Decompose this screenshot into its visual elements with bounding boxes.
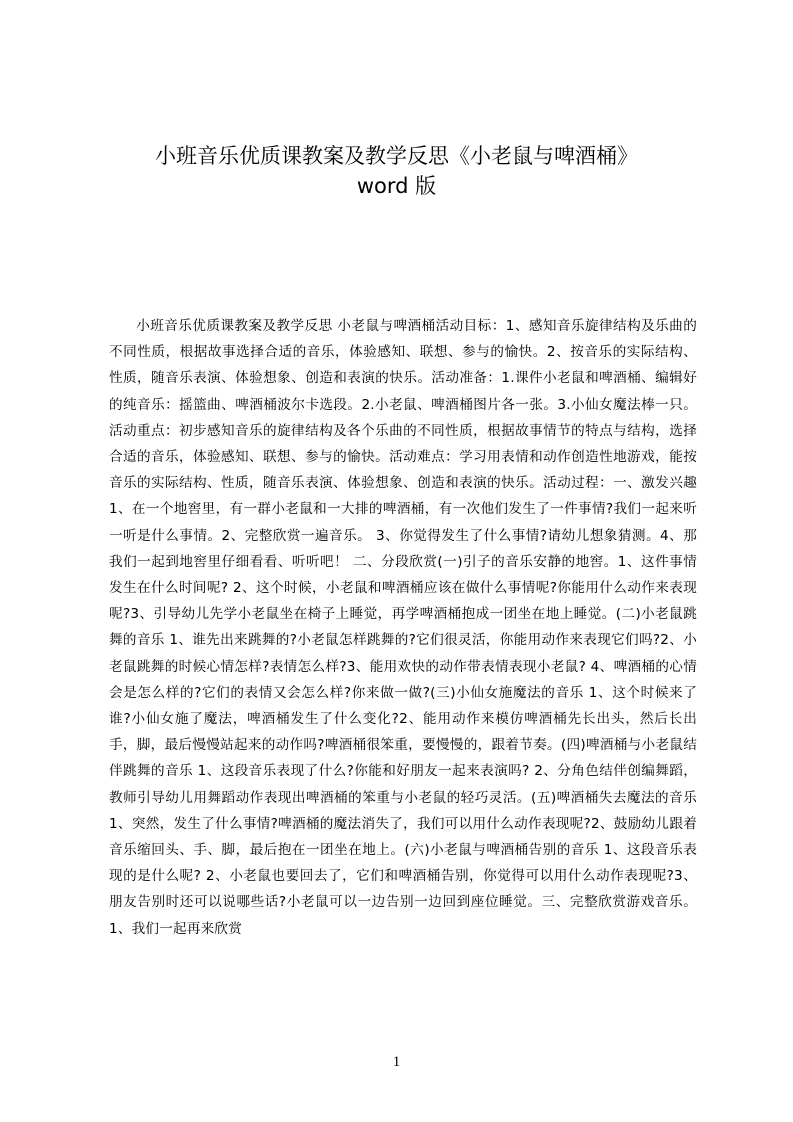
body-paragraph: 小班音乐优质课教案及教学反思 小老鼠与啤酒桶活动目标：1、感知音乐旋律结构及乐曲的不同性质，根据故事选择合适的音乐，体验感知、联想、参与的愉快。2、按音乐的实际结构、性质，随音乐表演、体验想象、创造和表演的快乐。活动准备：1.课件小老鼠和啤酒桶、编辑好的纯音乐：摇篮曲、啤酒桶波尔卡选段。2.小老鼠、啤酒桶图片各一张。3.小仙女魔法棒一只。活动重点：初步感知音乐的旋律结构及各个乐曲的不同性质，根据故事情节的特点与结构，选择合适的音乐，体验感知、联想、参与的愉快。活动难点：学习用表情和动作创造性地游戏，能按音乐的实际结构、性质，随音乐表演、体验想象、创造和表演的快乐。活动过程：一、激发兴趣1、在一个地窖里，有一群小老鼠和一大排的啤酒桶，有一次他们发生了一件事情?我们一起来听一听是什么事情。2、完整欣赏一遍音乐。 3、你觉得发生了什么事情?请幼儿想象猜测。4、那我们一起到地窖里仔细看看、听听吧！ 二、分段欣赏(一)引子的音乐安静的地窖。1、这件事情发生在什么时间呢? 2、这个时候，小老鼠和啤酒桶应该在做什么事情呢?你能用什么动作来表现呢?3、引导幼儿先学小老鼠坐在椅子上睡觉，再学啤酒桶抱成一团坐在地上睡觉。(二)小老鼠跳舞的音乐 1、谁先出来跳舞的?小老鼠怎样跳舞的?它们很灵活，你能用动作来表现它们吗?2、小老鼠跳舞的时候心情怎样?表情怎么样?3、能用欢快的动作带表情表现小老鼠? 4、啤酒桶的心情会是怎么样的?它们的表情又会怎么样?你来做一做?(三)小仙女施魔法的音乐 1、这个时候来了谁?小仙女施了魔法，啤酒桶发生了什么变化?2、能用动作来模仿啤酒桶先长出头，然后长出手，脚，最后慢慢站起来的动作吗?啤酒桶很笨重，要慢慢的，跟着节奏。(四)啤酒桶与小老鼠结伴跳舞的音乐 1、这段音乐表现了什么?你能和好朋友一起来表演吗? 2、分角色结伴创编舞蹈，教师引导幼儿用舞蹈动作表现出啤酒桶的笨重与小老鼠的轻巧灵活。(五)啤酒桶失去魔法的音乐 1、突然，发生了什么事情?啤酒桶的魔法消失了，我们可以用什么动作表现呢?2、鼓励幼儿跟着音乐缩回头、手、脚，最后抱在一团坐在地上。(六)小老鼠与啤酒桶告别的音乐 1、这段音乐表现的是什么呢? 2、小老鼠也要回去了，它们和啤酒桶告别，你觉得可以用什么动作表现呢?3、朋友告别时还可以说哪些话?小老鼠可以一边告别一边回到座位睡觉。三、完整欣赏游戏音乐。1、我们一起再来欣赏: [109, 318, 697, 937]
title-line-1: 小班音乐优质课教案及教学反思《小老鼠与啤酒桶》: [155, 144, 638, 168]
page-number: 1: [392, 1054, 401, 1070]
title-line-2: word 版: [356, 174, 437, 198]
document-title: [0, 141, 793, 201]
body-paragraph-container: [109, 313, 697, 1013]
